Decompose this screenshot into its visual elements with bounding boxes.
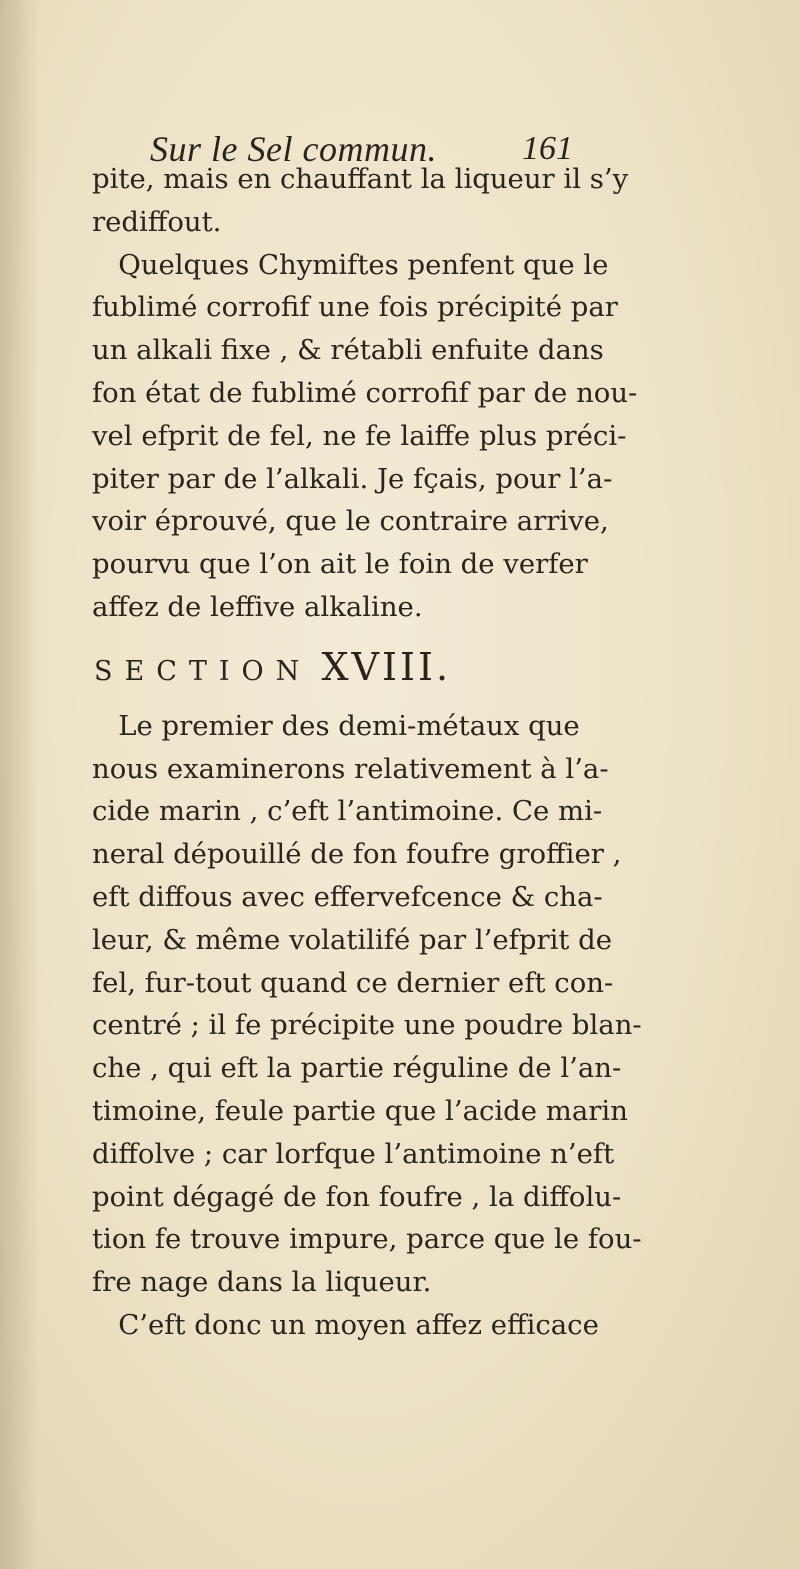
text-line: che , qui eft la partie réguline de l’an- bbox=[92, 1052, 622, 1085]
text-line: pite, mais en chauffant la liqueur il s’y bbox=[92, 163, 629, 195]
text-line: piter par de l’alkali. Je fçais, pour l’a- bbox=[92, 462, 613, 495]
text-line: cide marin , c’eft l’antimoine. Ce mi- bbox=[92, 795, 603, 828]
text-line: fel, fur-tout quand ce dernier eft con- bbox=[92, 966, 614, 999]
text-line: eft diffous avec effervefcence & cha- bbox=[92, 880, 603, 913]
text-line: Quelques Chymiftes penfent que le bbox=[92, 248, 609, 281]
text-line: fublimé corrofif une fois précipité par bbox=[92, 291, 618, 324]
page-number: 161 bbox=[522, 130, 573, 167]
text-line: C’eft donc un moyen affez efficace bbox=[92, 1308, 599, 1341]
text-line: rediffout. bbox=[92, 205, 222, 238]
text-line: point dégagé de fon foufre , la diffolu- bbox=[92, 1180, 622, 1213]
section-heading-number: XVIII. bbox=[321, 644, 452, 689]
section-heading-word: SECTION bbox=[94, 655, 312, 687]
text-line: voir éprouvé, que le contraire arrive, bbox=[92, 505, 609, 538]
text-line: vel efprit de fel, ne fe laiffe plus préci- bbox=[92, 419, 627, 452]
text-line: centré ; il fe précipite une poudre blan- bbox=[92, 1009, 642, 1042]
running-title: Sur le Sel commun. bbox=[150, 129, 437, 169]
text-line: affez de leffive alkaline. bbox=[92, 590, 423, 623]
section-heading bbox=[92, 629, 612, 705]
text-line: pourvu que l’on ait le foin de verfer bbox=[92, 548, 588, 581]
text-line: fon état de fublimé corrofif par de nou- bbox=[92, 376, 638, 409]
body-text bbox=[92, 158, 642, 1347]
text-line: nous examinerons relativement à l’a- bbox=[92, 752, 609, 785]
text-line: fre nage dans la liqueur. bbox=[92, 1266, 432, 1299]
text-line: tion fe trouve impure, parce que le fou- bbox=[92, 1223, 642, 1256]
page-gutter-shadow bbox=[0, 0, 40, 1569]
text-line: timoine, feule partie que l’acide marin bbox=[92, 1094, 628, 1127]
text-line: leur, & même volatilifé par l’efprit de bbox=[92, 923, 613, 956]
text-line: Le premier des demi-métaux que bbox=[92, 709, 580, 742]
text-line: neral dépouillé de fon foufre groffier , bbox=[92, 838, 622, 871]
text-line: diffolve ; car lorfque l’antimoine n’eft bbox=[92, 1137, 615, 1170]
text-line: un alkali fixe , & rétabli enfuite dans bbox=[92, 334, 604, 367]
